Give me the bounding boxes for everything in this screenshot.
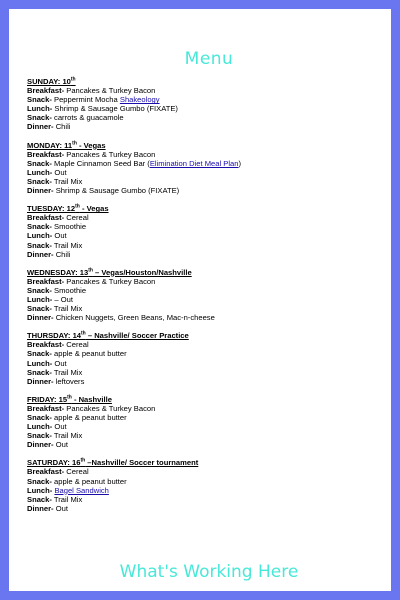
meal-line [27,504,387,513]
meal-line [27,295,387,304]
meal-line [27,277,387,286]
meal-line [27,150,387,159]
meal-line [27,467,387,476]
meal-label: Snack- [27,349,52,359]
meal-text: Pancakes & Turkey Bacon [64,86,156,96]
meal-line [27,95,387,104]
meal-line [27,250,387,259]
day-heading-location: - Vegas [79,204,109,214]
meal-label: Snack- [27,240,52,250]
day-block [27,268,387,323]
meal-label: Breakfast- [27,86,65,96]
meal-line [27,213,387,222]
day-heading-text: MONDAY: 11 [27,140,73,150]
meal-text: Cereal [64,467,89,477]
day-heading-text: SUNDAY: 10 [27,77,71,86]
meal-line [27,377,387,386]
meal-label: Lunch- [27,294,53,304]
meal-line [27,168,387,177]
weekly-menu [27,77,387,522]
meal-label: Breakfast- [27,403,65,413]
meal-link[interactable]: Shakeology [119,95,160,105]
meal-text: Out [53,503,68,513]
meal-label: Snack- [27,494,52,504]
meal-text: apple & peanut butter [51,476,127,486]
day-heading-ordinal: th [72,140,77,147]
meal-label: Snack- [27,95,52,105]
meal-text: Pancakes & Turkey Bacon [64,403,156,413]
meal-text: Out [52,422,67,432]
meal-line [27,495,387,504]
meal-label: Dinner- [27,503,54,513]
meal-label: Dinner- [27,122,54,132]
meal-line [27,359,387,368]
meal-line [27,413,387,422]
meal-label: Snack- [27,176,52,186]
day-heading-text: WEDNESDAY: 13 [27,267,89,277]
meal-label: Dinner- [27,249,54,259]
meal-line [27,477,387,486]
meal-label: Snack- [27,113,52,123]
meal-label: Snack- [27,476,52,486]
meal-label: Lunch- [27,104,53,114]
meal-label: Breakfast- [27,276,65,286]
meal-text: Maple Cinnamon Seed Bar ( [51,158,150,168]
day-heading-text: TUESDAY: 12 [27,204,76,214]
meal-line [27,222,387,231]
meal-text: Pancakes & Turkey Bacon [64,149,156,159]
meal-text: Trail Mix [51,240,83,250]
day-heading [27,268,387,277]
day-heading [27,331,387,340]
meal-label: Snack- [27,413,52,422]
day-block [27,204,387,259]
day-heading-location: – Nashville/ Soccer Practice [85,331,189,341]
meal-text-after-link: ) [238,158,242,168]
footer-brand: What's Working Here [119,562,299,582]
day-heading [27,204,387,213]
meal-line [27,186,387,195]
day-heading-ordinal: th [67,394,72,401]
meal-line [27,431,387,440]
meal-label: Lunch- [27,485,53,495]
meal-label: Dinner- [27,186,54,196]
meal-text: Trail Mix [51,367,83,377]
meal-text: Chili [53,122,71,132]
meal-label: Dinner- [27,313,54,323]
meal-text: apple & peanut butter [51,349,127,359]
meal-line [27,368,387,377]
meal-text: Out [52,358,67,368]
meal-text: Chili [53,249,71,259]
meal-label: Breakfast- [27,213,65,223]
day-block [27,331,387,386]
meal-line [27,486,387,495]
day-heading-text: FRIDAY: 15 [27,394,68,404]
meal-label: Breakfast- [27,149,65,159]
meal-line [27,86,387,95]
meal-label: Lunch- [27,231,53,241]
meal-label: Snack- [27,285,52,295]
day-heading-ordinal: th [75,203,80,210]
day-heading [27,77,387,86]
meal-text: Pancakes & Turkey Bacon [64,276,156,286]
day-heading-location: – Vegas/Houston/Nashville [92,267,192,277]
meal-label: Dinner- [27,440,54,450]
meal-line [27,313,387,322]
meal-label: Snack- [27,367,52,377]
meal-text: Out [52,167,67,177]
meal-text: Shrimp & Sausage Gumbo (FIXATE) [52,104,178,114]
meal-line [27,231,387,240]
meal-text: Trail Mix [51,176,83,186]
day-heading-ordinal: th [80,457,86,464]
day-heading-ordinal: th [88,267,93,274]
meal-label: Breakfast- [27,467,65,477]
day-heading-location: - Nashville [71,394,112,404]
meal-line [27,113,387,122]
meal-label: Snack- [27,222,52,232]
meal-line [27,159,387,168]
meal-line [27,340,387,349]
meal-text: Trail Mix [51,431,83,441]
meal-label: Snack- [27,158,52,168]
day-heading-text: THURSDAY: 14 [27,331,82,341]
day-heading [27,141,387,150]
day-heading-ordinal: th [70,76,76,83]
meal-line [27,122,387,131]
meal-text: Peppermint Mocha [51,95,120,105]
meal-line [27,440,387,449]
meal-text: carrots & guacamole [51,113,124,123]
day-block [27,77,387,132]
meal-label: Dinner- [27,376,54,386]
meal-text: Cereal [64,340,89,350]
meal-line [27,304,387,313]
meal-label: Lunch- [27,422,53,432]
meal-text: Trail Mix [51,494,83,504]
meal-text: apple & peanut butter [51,413,127,422]
day-heading-text: SATURDAY: 16 [27,458,81,468]
meal-text: Out [53,440,68,450]
meal-line [27,422,387,431]
meal-link[interactable]: Bagel Sandwich [54,485,109,495]
day-heading [27,458,387,467]
meal-text: Shrimp & Sausage Gumbo (FIXATE) [53,186,180,196]
meal-text: – Out [52,294,73,304]
meal-label: Breakfast- [27,340,65,350]
meal-text: Chicken Nuggets, Green Beans, Mac-n-cheese [53,313,215,323]
meal-line [27,241,387,250]
meal-line [27,404,387,413]
page-title: Menu [184,49,234,69]
day-heading [27,395,387,404]
meal-label: Lunch- [27,167,53,177]
meal-label: Snack- [27,304,52,314]
day-block [27,141,387,196]
meal-line [27,177,387,186]
day-heading-ordinal: th [81,330,86,337]
day-block [27,395,387,450]
meal-line [27,286,387,295]
meal-label: Lunch- [27,358,53,368]
meal-text: Out [52,231,67,241]
meal-text: Cereal [64,213,89,223]
meal-text: leftovers [53,376,85,386]
meal-line [27,104,387,113]
meal-text: Trail Mix [51,304,83,314]
day-heading-location: - Vegas [76,140,106,150]
meal-line [27,349,387,358]
meal-label: Snack- [27,431,52,441]
meal-link[interactable]: Elimination Diet Meal Plan [149,158,239,168]
day-block [27,458,387,513]
day-heading-location: –Nashville/ Soccer tournament [85,458,199,468]
meal-text: Smoothie [51,222,87,232]
meal-text: Smoothie [51,285,87,295]
